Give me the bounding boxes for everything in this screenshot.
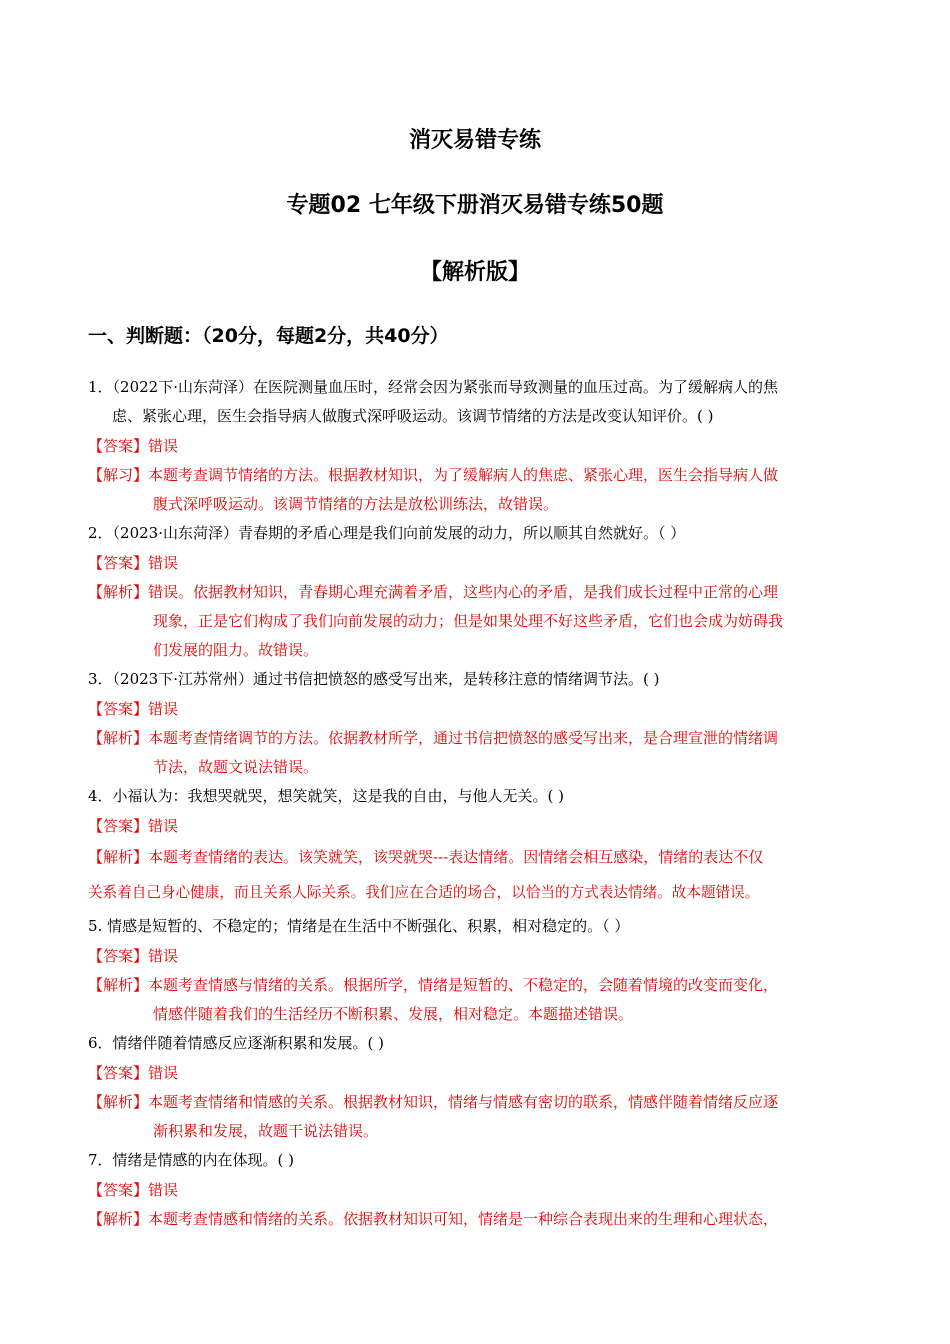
- analysis-4-line-1: [88, 846, 868, 868]
- analysis-text: 本题考查情绪调节的方法。依据教材所学，通过书信把愤怒的感受写出来，是合理宣泄的情绪调: [148, 729, 779, 747]
- analysis-7-line-1: [88, 1208, 868, 1230]
- question-7-line-1: 7．情绪是情感的内在体现。( ): [88, 1151, 295, 1169]
- answer-tag: 【答案】: [88, 1181, 149, 1199]
- question-2-line-1: 2．（2023·山东菏泽）青春期的矛盾心理是我们向前发展的动力，所以顺其自然就好。（ ）: [88, 524, 686, 542]
- answer-value: 错误: [148, 437, 179, 455]
- analysis-2-line-1: [88, 581, 868, 603]
- answer-6: [88, 1062, 868, 1084]
- answer-1: [88, 435, 868, 457]
- analysis-text: 本题考查情感和情绪的关系。依据教材知识可知，情绪是一种综合表现出来的生理和心理状态，: [148, 1210, 779, 1228]
- analysis-tag: 【解习】: [88, 466, 149, 484]
- analysis-5-line-2: 情感伴随着我们的生活经历不断积累、发展，相对稳定。本题描述错误。: [153, 1005, 634, 1023]
- answer-2: [88, 552, 868, 574]
- analysis-text: 本题考查调节情绪的方法。根据教材知识，为了缓解病人的焦虑、紧张心理，医生会指导病人做: [148, 466, 779, 484]
- analysis-text: 本题考查情绪的表达。该笑就笑，该哭就哭---表达情绪。因情绪会相互感染，情绪的表达不仅: [148, 848, 764, 866]
- answer-tag: 【答案】: [88, 817, 149, 835]
- analysis-text: 本题考查情绪和情感的关系。根据教材知识，情绪与情感有密切的联系，情感伴随着情绪反应逐: [148, 1093, 779, 1111]
- question-4-line-1: 4．小福认为：我想哭就哭，想笑就笑，这是我的自由，与他人无关。( ): [88, 787, 565, 805]
- analysis-tag: 【解析】: [88, 1093, 149, 1111]
- analysis-6-line-2: 渐积累和发展，故题干说法错误。: [153, 1122, 379, 1140]
- answer-tag: 【答案】: [88, 1064, 149, 1082]
- doc-title: 消灭易错专练: [408, 128, 541, 153]
- answer-3: [88, 698, 868, 720]
- doc-edition-label: 【解析版】: [419, 260, 530, 285]
- answer-value: 错误: [148, 700, 179, 718]
- analysis-tag: 【解析】: [88, 583, 149, 601]
- answer-tag: 【答案】: [88, 437, 149, 455]
- analysis-2-line-2: 现象，正是它们构成了我们向前发展的动力；但是如果处理不好这些矛盾，它们也会成为妨碍我: [153, 612, 784, 630]
- analysis-4-line-2: 关系着自己身心健康，而且关系人际关系。我们应在合适的场合，以恰当的方式表达情绪。故本题错误。: [88, 884, 760, 901]
- analysis-text: 本题考查情感与情绪的关系。根据所学，情绪是短暂的、不稳定的，会随着情境的改变而变化，: [148, 976, 779, 994]
- answer-value: 错误: [148, 554, 179, 572]
- analysis-1-line-1: [88, 464, 868, 486]
- analysis-6-line-1: [88, 1091, 868, 1113]
- answer-value: 错误: [148, 947, 179, 965]
- answer-value: 错误: [148, 1181, 179, 1199]
- answer-value: 错误: [148, 817, 179, 835]
- analysis-5-line-1: [88, 974, 868, 996]
- question-6-line-1: 6．情绪伴随着情感反应逐渐积累和发展。( ): [88, 1034, 385, 1052]
- doc-subtitle: 专题02 七年级下册消灭易错专练50题: [286, 193, 664, 218]
- answer-tag: 【答案】: [88, 554, 149, 572]
- answer-tag: 【答案】: [88, 947, 149, 965]
- analysis-tag: 【解析】: [88, 976, 149, 994]
- answer-5: [88, 945, 868, 967]
- question-5-line-1: 5. 情感是短暂的、不稳定的；情绪是在生活中不断强化、积累，相对稳定的。（ ）: [88, 917, 630, 935]
- question-1-line-1: 1．（2022下·山东菏泽）在医院测量血压时，经常会因为紧张而导致测量的血压过高。为了缓解病人的焦: [88, 378, 778, 396]
- answer-4: [88, 815, 868, 837]
- analysis-1-line-2: 腹式深呼吸运动。该调节情绪的方法是放松训练法，故错误。: [153, 495, 559, 513]
- analysis-3-line-2: 节法，故题文说法错误。: [153, 758, 319, 776]
- section-heading: 一、判断题：（20分，每题2分，共40分）: [88, 325, 449, 347]
- analysis-tag: 【解析】: [88, 848, 149, 866]
- analysis-tag: 【解析】: [88, 729, 149, 747]
- answer-7: [88, 1179, 868, 1201]
- question-1-line-2: 虑、紧张心理，医生会指导病人做腹式深呼吸运动。该调节情绪的方法是改变认知评价。( ): [112, 407, 714, 425]
- analysis-2-line-3: 们发展的阻力。故错误。: [153, 641, 319, 659]
- answer-value: 错误: [148, 1064, 179, 1082]
- analysis-3-line-1: [88, 727, 868, 749]
- question-3-line-1: 3．（2023下·江苏常州）通过书信把愤怒的感受写出来，是转移注意的情绪调节法。( ): [88, 670, 660, 688]
- analysis-tag: 【解析】: [88, 1210, 149, 1228]
- analysis-text: 错误。依据教材知识，青春期心理充满着矛盾，这些内心的矛盾，是我们成长过程中正常的心理: [148, 583, 779, 601]
- answer-tag: 【答案】: [88, 700, 149, 718]
